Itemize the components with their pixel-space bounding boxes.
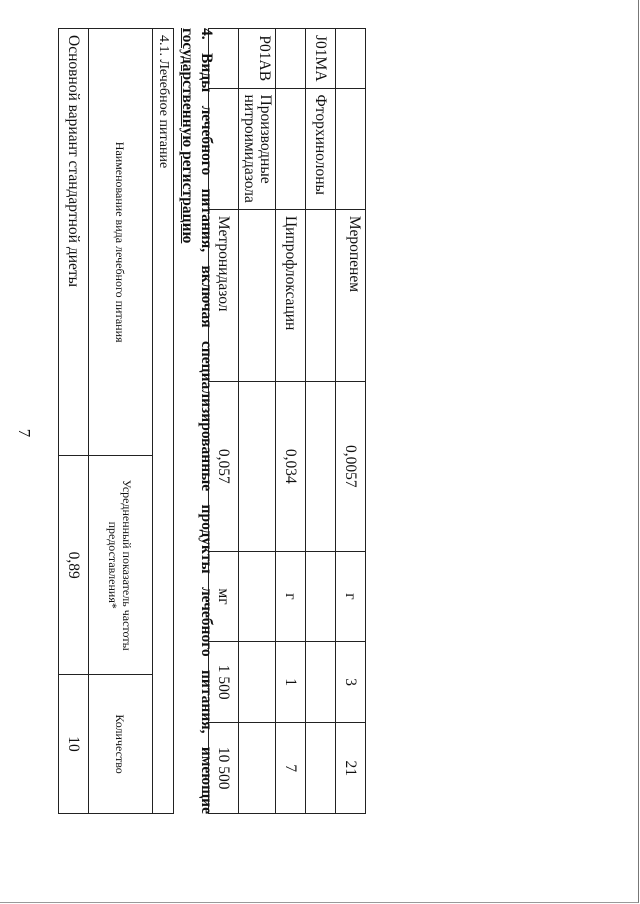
rotated-page-content [36,28,366,814]
section-heading-line2: государственную регистрацию [179,28,196,244]
col-name-header: Наименование вида лечебного питания [89,29,153,456]
page-number [15,423,34,443]
skd-cell: 10 500 [209,723,239,814]
code-cell: J01MA [306,29,336,89]
ddd-cell [306,381,336,552]
ddd-cell [239,381,276,552]
drug-name-cell: Метронидазол [209,209,239,381]
drug-name-cell [239,209,276,381]
drug-table [208,28,366,814]
table-row [336,29,366,814]
sdd-cell: 1 [276,641,306,722]
drug-name-cell [306,209,336,381]
group-cell [336,88,366,209]
ddd-cell: 0,034 [276,381,306,552]
ddd-cell: 0,057 [209,381,239,552]
table-row [59,29,89,814]
sdd-cell [306,641,336,722]
nutrition-table [58,28,174,814]
unit-cell: г [276,552,306,642]
table-row [153,29,174,814]
section-heading-line1: 4. Виды лечебного питания, включая специализированные продукты лечебного питания, имеющие [198,28,215,814]
table-row [276,29,306,814]
group-cell: Фторхинолоны [306,88,336,209]
skd-cell [306,723,336,814]
diet-name-cell: Основной вариант стандартной диеты [59,29,89,456]
sdd-cell: 3 [336,641,366,722]
drug-name-cell: Меропенем [336,209,366,381]
section-heading [178,28,216,814]
diet-freq-cell: 0,89 [59,456,89,675]
code-cell: P01AB [239,29,276,89]
unit-cell: г [336,552,366,642]
skd-cell [239,723,276,814]
col-qty-header: Количество [89,675,153,814]
ddd-cell: 0,0057 [336,381,366,552]
drug-name-cell: Ципрофлоксацин [276,209,306,381]
unit-cell [239,552,276,642]
diet-qty-cell: 10 [59,675,89,814]
subsection-title: 4.1. Лечебное питание [153,29,174,814]
group-cell [276,88,306,209]
group-cell: Производные нитроимидазола [239,88,276,209]
code-cell [336,29,366,89]
sdd-cell [239,641,276,722]
table-row [239,29,276,814]
skd-cell: 7 [276,723,306,814]
table-row [89,29,153,814]
skd-cell: 21 [336,723,366,814]
unit-cell [306,552,336,642]
code-cell [276,29,306,89]
sdd-cell: 1 500 [209,641,239,722]
page-number-text: 7 [15,428,34,438]
col-freq-header: Усредненный показатель частоты предоставления* [89,456,153,675]
table-row [306,29,336,814]
unit-cell: мг [209,552,239,642]
